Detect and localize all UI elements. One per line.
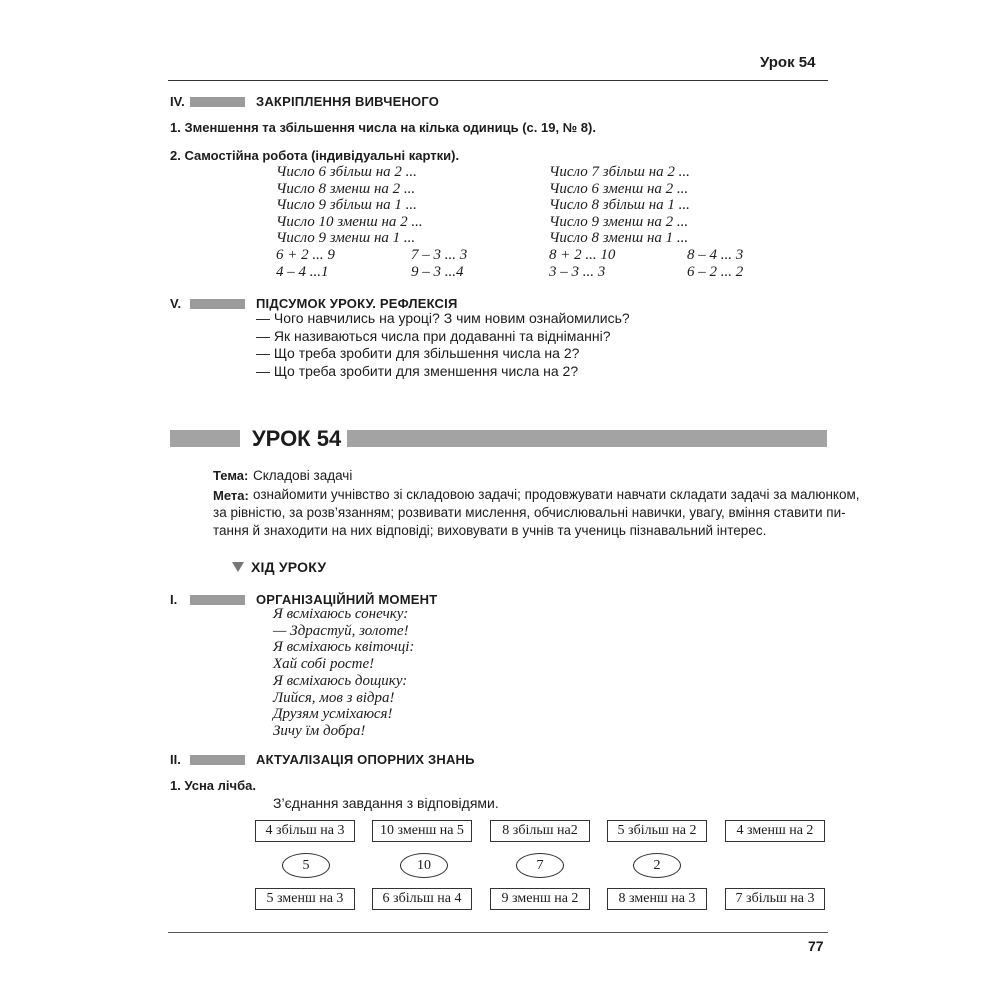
answer-oval[interactable]: 2 bbox=[633, 853, 681, 878]
exercise-left-column bbox=[276, 164, 423, 247]
compare-expression: 9 – 3 ...4 bbox=[411, 264, 464, 280]
exercise-line: Число 9 зменш на 1 ... bbox=[276, 230, 416, 247]
section-ii-task-1: 1. Усна лічба. bbox=[170, 778, 256, 793]
task-box[interactable]: 6 збільш на 4 bbox=[372, 888, 472, 910]
matching-instruction: З’єднання завдання з відповідями. bbox=[273, 795, 499, 811]
task-box[interactable]: 8 зменш на 3 bbox=[607, 888, 707, 910]
compare-expression: 8 – 4 ... 3 bbox=[687, 247, 744, 263]
tema-text: Складові задачі bbox=[253, 468, 353, 483]
reflection-question: — Що треба зробити для зменшення числа на 2? bbox=[256, 362, 579, 379]
exercise-line: Число 8 збільш на 1 ... bbox=[549, 197, 690, 214]
exercise-line: Число 8 зменш на 2 ... bbox=[276, 180, 416, 197]
task-box[interactable]: 8 збільш на2 bbox=[490, 820, 590, 842]
meta-text bbox=[253, 486, 860, 504]
exercise-line: Число 9 зменш на 2 ... bbox=[549, 213, 689, 230]
compare-expression: 4 – 4 ...1 bbox=[276, 264, 329, 280]
section-i-bar bbox=[190, 595, 245, 605]
course-heading: ХІД УРОКУ bbox=[251, 559, 327, 575]
poem-line: Я всміхаюсь дощику: bbox=[273, 672, 408, 689]
section-iv-task-1: 1. Зменшення та збільшення числа на кілька одиниць (с. 19, № 8). bbox=[170, 120, 596, 135]
task-box[interactable]: 5 збільш на 2 bbox=[607, 820, 707, 842]
poem-line: — Здрастуй, золоте! bbox=[273, 622, 409, 639]
task-box[interactable]: 5 зменш на 3 bbox=[255, 888, 355, 910]
section-v-title: ПІДСУМОК УРОКУ. РЕФЛЕКСІЯ bbox=[256, 296, 458, 311]
exercise-line: Число 6 зменш на 2 ... bbox=[549, 180, 689, 197]
exercise-line: Число 8 зменш на 1 ... bbox=[549, 230, 689, 247]
answer-oval[interactable]: 5 bbox=[282, 853, 330, 878]
task-box[interactable]: 9 зменш на 2 bbox=[490, 888, 590, 910]
reflection-question: — Як називаються числа при додаванні та відніманні? bbox=[256, 327, 611, 344]
poem-line: Я всміхаюсь квіточці: bbox=[273, 639, 415, 656]
poem-line: Зичу їм добра! bbox=[273, 722, 366, 739]
section-ii-title: АКТУАЛІЗАЦІЯ ОПОРНИХ ЗНАНЬ bbox=[256, 752, 475, 767]
tema-label: Тема: bbox=[213, 468, 249, 483]
compare-expression: 6 – 2 ... 2 bbox=[687, 264, 744, 280]
section-v-bar bbox=[190, 299, 245, 309]
section-iv-title: ЗАКРІПЛЕННЯ ВИВЧЕНОГО bbox=[256, 94, 440, 109]
section-v-number: V. bbox=[170, 296, 182, 311]
compare-expression: 7 – 3 ... 3 bbox=[411, 247, 468, 263]
answer-oval[interactable]: 10 bbox=[400, 853, 448, 878]
reflection-question: — Що треба зробити для збільшення числа на 2? bbox=[256, 345, 580, 361]
exercise-line: Число 10 зменш на 2 ... bbox=[276, 213, 423, 230]
poem-line: Я всміхаюсь сонечку: bbox=[273, 606, 409, 622]
task-box[interactable]: 4 збільш на 3 bbox=[255, 820, 355, 842]
page-number: 77 bbox=[808, 938, 824, 954]
running-header: Урок 54 bbox=[760, 54, 816, 71]
exercise-line: Число 9 збільш на 1 ... bbox=[276, 197, 417, 214]
triangle-down-icon bbox=[232, 562, 244, 572]
meta-label: Мета: bbox=[213, 488, 249, 503]
section-ii-number: II. bbox=[170, 752, 181, 767]
poem-line: Лийся, мов з відра! bbox=[273, 689, 395, 706]
header-rule bbox=[168, 80, 828, 81]
compare-expression: 8 + 2 ... 10 bbox=[549, 247, 616, 263]
lesson-heading-bar-left bbox=[170, 430, 240, 447]
lesson-title: УРОК 54 bbox=[252, 426, 342, 451]
exercise-line: Число 7 збільш на 2 ... bbox=[549, 164, 690, 180]
poem-line: Хай собі росте! bbox=[273, 656, 375, 673]
section-iv-number: IV. bbox=[170, 94, 185, 109]
section-i-title: ОРГАНІЗАЦІЙНИЙ МОМЕНТ bbox=[256, 592, 438, 607]
meta-line: ознайомити учнівство зі складовою задачі; продовжувати навчати складати задачі за малюнком, bbox=[253, 487, 860, 502]
reflection-questions bbox=[256, 310, 630, 380]
compare-expression: 3 – 3 ... 3 bbox=[549, 264, 606, 280]
meta-text-continued bbox=[213, 504, 846, 540]
lesson-heading-bar-right bbox=[347, 430, 827, 447]
section-iv-bar bbox=[190, 97, 245, 107]
reflection-question: — Чого навчились на уроці? З чим новим ознайомились? bbox=[256, 310, 630, 326]
meta-line: за рівністю, за розв’язанням; розвивати мислення, обчислювальні навички, увагу, вміння ставити пи- bbox=[213, 505, 846, 520]
section-i-number: I. bbox=[170, 592, 178, 607]
task-box[interactable]: 4 зменш на 2 bbox=[725, 820, 825, 842]
exercise-right-column bbox=[549, 164, 690, 247]
section-ii-bar bbox=[190, 755, 245, 765]
footer-rule bbox=[168, 932, 828, 933]
section-iv-task-2: 2. Самостійна робота (індивідуальні картки). bbox=[170, 148, 460, 163]
exercise-line: Число 6 збільш на 2 ... bbox=[276, 164, 417, 180]
meta-line: тання й знаходити на них відповіді; виховувати в учнів та учениць пізнавальний інтерес. bbox=[213, 523, 767, 538]
task-box[interactable]: 7 збільш на 3 bbox=[725, 888, 825, 910]
task-box[interactable]: 10 зменш на 5 bbox=[372, 820, 472, 842]
greeting-poem bbox=[273, 606, 414, 740]
compare-expression: 6 + 2 ... 9 bbox=[276, 247, 335, 263]
poem-line: Друзям усміхаюся! bbox=[273, 706, 393, 723]
answer-oval[interactable]: 7 bbox=[516, 853, 564, 878]
